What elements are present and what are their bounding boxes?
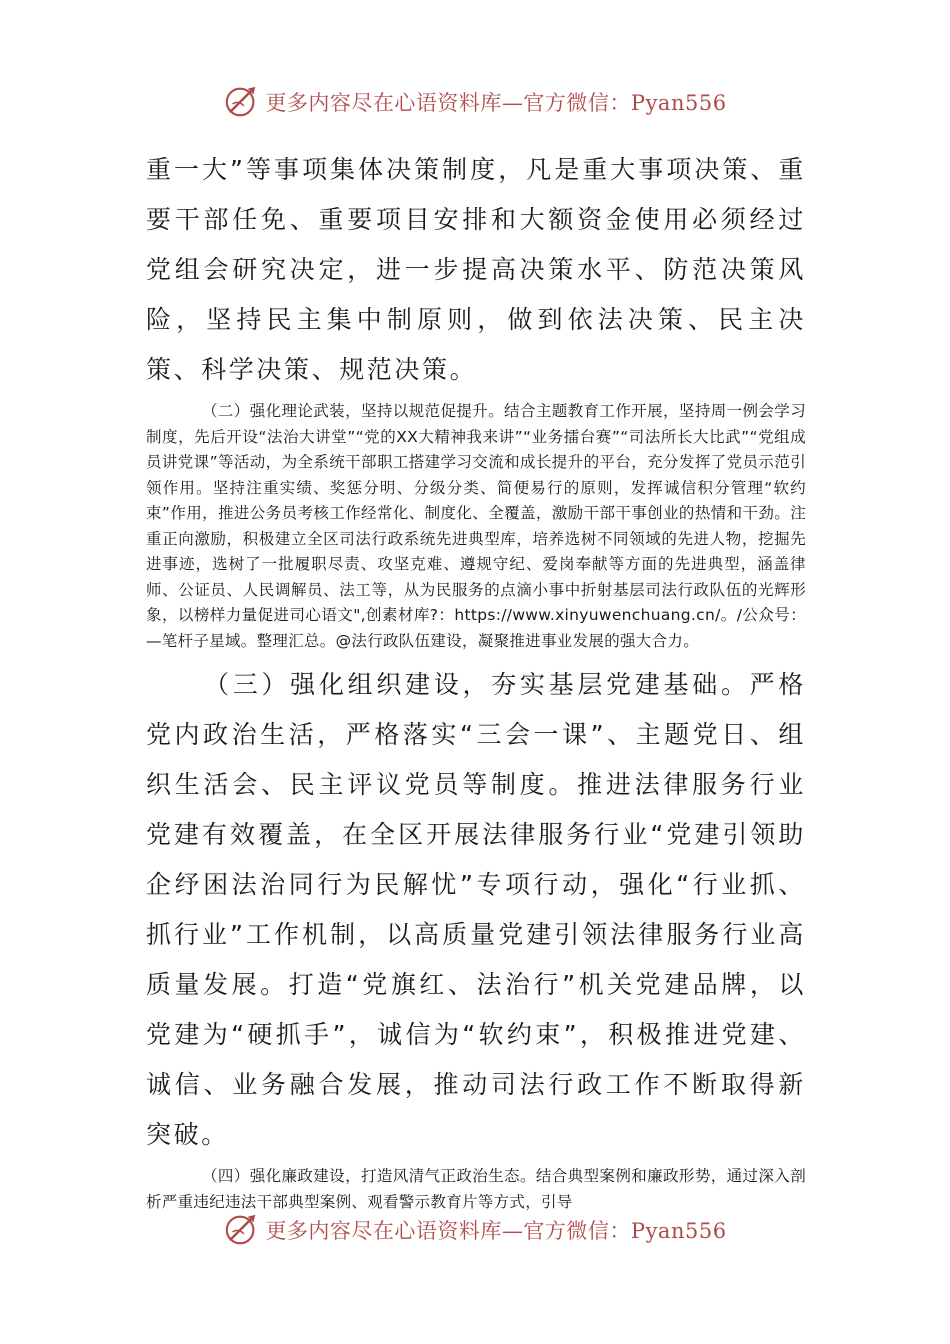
watermark-text: 更多内容尽在心语资料库—官方微信：Pyan556 — [265, 91, 727, 115]
paragraph-organization-building: （三）强化组织建设，夯实基层党建基础。严格党内政治生活，严格落实“三会一课”、主题党日、组织生活会、民主评议党员等制度。推进法律服务行业党建有效覆盖，在全区开展法律服务行业“党建引领助企纾困法治同行为民解忧”专项行动，强化“行业抓、抓行业”工作机制，以高质量党建引领法律服务行业高质量发展。打造“党旗红、法治行”机关党建品牌，以党建为“硬抓手”，诚信为“软约束”，积极推进党建、诚信、业务融合发展，推动司法行政工作不断取得新突破。 — [146, 670, 806, 1149]
paragraph-integrity-building: （四）强化廉政建设，打造风清气正政治生态。结合典型案例和廉政形势，通过深入剖析严重违纪违法干部典型案例、观看警示教育片等方式，引导 — [146, 1167, 806, 1211]
pen-logo-icon — [223, 1211, 261, 1249]
watermark-text: 更多内容尽在心语资料库—官方微信：Pyan556 — [265, 1219, 727, 1243]
footer-watermark — [0, 1206, 950, 1254]
pen-logo-icon — [223, 83, 261, 121]
paragraph-decision-system: 重一大”等事项集体决策制度，凡是重大事项决策、重要干部任免、重要项目安排和大额资金使用必须经过党组会研究决定，进一步提高决策水平、防范决策风险，坚持民主集中制原则，做到依法决策、民主决策、科学决策、规范决策。 — [146, 155, 806, 384]
header-watermark — [0, 78, 950, 126]
paragraph-theory-armament: （二）强化理论武装，坚持以规范促提升。结合主题教育工作开展，坚持周一例会学习制度，先后开设“法治大讲堂”“党的XX大精神我来讲”“业务擂台赛”“司法所长大比武”“党组成员讲党课”等活动，为全系统干部职工搭建学习交流和成长提升的平台，充分发挥了党员示范引领作用。坚持注重实绩、奖惩分明、分级分类、简便易行的原则，发挥诚信积分管理“软约束”作用，推进公务员考核工作经常化、制度化、全覆盖，激励干部干事创业的热情和干劲。注重正向激励，积极建立全区司法行政系统先进典型库，培养选树不同领域的先进人物，挖掘先进事迹，选树了一批履职尽责、攻坚克难、遵规守纪、爱岗奉献等方面的先进典型，涵盖律师、公证员、人民调解员、法工等，从为民服务的点滴小事中折射基层司法行政队伍的光辉形象，以榜样力量促进司心语文",创素材库?：https://www.xinyuwenchuang.cn/。/公众号：—笔杆子星域。整理汇总。@法行政队伍建设，凝聚推进事业发展的强大合力。 — [146, 402, 806, 650]
document-body — [146, 145, 806, 1215]
